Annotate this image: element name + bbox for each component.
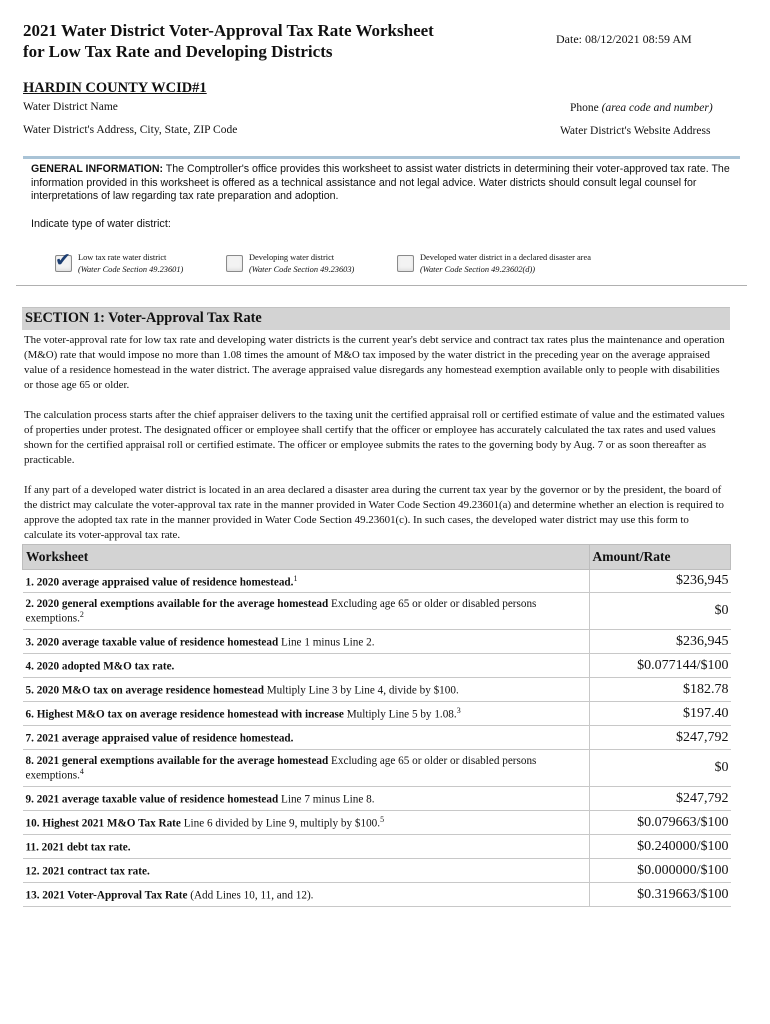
worksheet-header-row: [23, 545, 731, 570]
title-line-1: 2021 Water District Voter-Approval Tax Rate Worksheet: [23, 21, 434, 40]
line-title: 5. 2020 M&O tax on average residence homestead: [25, 684, 264, 697]
option-label: Low tax rate water district: [78, 253, 167, 262]
line-instruction: Line 7 minus Line 8.: [278, 793, 375, 806]
address-label: Water District's Address, City, State, ZIP Code: [23, 124, 238, 136]
worksheet-line-description: [23, 726, 590, 750]
line-title: 7. 2021 average appraised value of residence homestead.: [25, 732, 294, 745]
table-row: [23, 630, 731, 654]
low-tax-rate-checkbox[interactable]: [55, 249, 72, 272]
worksheet-line-description: [23, 630, 590, 654]
developing-district-checkbox[interactable]: [226, 255, 243, 272]
worksheet-line-description: [23, 678, 590, 702]
worksheet-body: [23, 570, 731, 907]
option-ref: (Water Code Section 49.23601): [78, 265, 184, 275]
worksheet-line-description: [23, 787, 590, 811]
table-row: [23, 570, 731, 593]
line-title: 1. 2020 average appraised value of residence homestead.: [25, 576, 294, 589]
table-row: [23, 593, 731, 630]
section-1-title: SECTION 1: Voter-Approval Tax Rate: [25, 310, 262, 326]
line-instruction: (Add Lines 10, 11, and 12).: [187, 889, 314, 902]
table-row: [23, 654, 731, 678]
section-1-paragraph-2: The calculation process starts after the chief appraiser delivers to the taxing unit the certified appraisal roll or certified estimate of value and the estimated values of properties under protest. The designated officer or employee shall certify that the officer or employee has accurately calculated the tax rates and used values shown for the certified appraisal roll or certified estimate. The officer or employee submits the rates to the governing body by Aug. 7 or as soon thereafter as practicable.: [24, 409, 725, 466]
worksheet-line-amount: $0.079663/$100: [589, 811, 731, 835]
line-instruction: Line 1 minus Line 2.: [278, 636, 375, 649]
district-name: HARDIN COUNTY WCID#1: [23, 80, 207, 96]
line-title: 3. 2020 average taxable value of residence homestead: [25, 636, 279, 649]
line-title: 11. 2021 debt tax rate.: [25, 841, 131, 854]
worksheet-line-amount: $0.319663/$100: [589, 883, 731, 907]
table-row: [23, 726, 731, 750]
line-title: 8. 2021 general exemptions available for the average homestead: [25, 754, 329, 767]
table-row: [23, 811, 731, 835]
worksheet-line-description: [23, 883, 590, 907]
worksheet-line-description: [23, 702, 590, 726]
report-date: Date: 08/12/2021 08:59 AM: [556, 32, 692, 46]
worksheet-line-amount: $0: [589, 750, 731, 787]
footnote-marker: 1: [293, 573, 298, 583]
table-row: [23, 883, 731, 907]
line-instruction: Line 6 divided by Line 9, multiply by $100.: [180, 817, 381, 830]
table-row: [23, 859, 731, 883]
worksheet-line-amount: $0.077144/$100: [589, 654, 731, 678]
table-row: [23, 702, 731, 726]
option-ref: (Water Code Section 49.23603): [249, 265, 355, 275]
developed-disaster-option: [420, 252, 591, 277]
worksheet-line-amount: $0: [589, 593, 731, 630]
developed-disaster-checkbox[interactable]: [397, 255, 414, 272]
line-title: 13. 2021 Voter-Approval Tax Rate: [25, 889, 188, 902]
table-row: [23, 678, 731, 702]
district-name-label: Water District Name: [23, 101, 118, 113]
footnote-marker: 5: [380, 815, 385, 825]
line-instruction: Multiply Line 5 by 1.08.: [343, 708, 457, 721]
developing-district-option: [249, 252, 354, 277]
option-label: Developed water district in a declared disaster area: [420, 253, 591, 262]
worksheet-column-header: Worksheet: [23, 545, 590, 570]
worksheet-line-description: [23, 593, 590, 630]
general-information: [31, 163, 736, 204]
worksheet-line-amount: $236,945: [589, 570, 731, 593]
line-instruction: Multiply Line 3 by Line 4, divide by $100.: [263, 684, 459, 697]
table-row: [23, 835, 731, 859]
low-tax-rate-option: [78, 252, 183, 277]
worksheet-line-amount: $247,792: [589, 726, 731, 750]
worksheet-line-amount: $0.000000/$100: [589, 859, 731, 883]
line-title: 2. 2020 general exemptions available for the average homestead: [25, 597, 329, 610]
general-information-heading: GENERAL INFORMATION:: [31, 163, 164, 175]
worksheet-table: [22, 544, 731, 907]
general-information-text: The Comptroller's office provides this worksheet to assist water districts in determining their voter-approved tax rate. The information provided in this worksheet is offered as a technical assistance and not legal advice. Water districts should consult legal counsel for interpretations of law regarding tax rate preparation and adoption.: [31, 163, 730, 203]
line-instruction: Excluding age 65 or older or disabled persons exemptions.: [25, 754, 537, 782]
option-ref: (Water Code Section 49.23602(d)): [420, 265, 536, 275]
checkmark-icon: ✔: [55, 249, 71, 271]
worksheet-line-amount: $247,792: [589, 787, 731, 811]
page-title: [23, 20, 483, 62]
worksheet-line-amount: $236,945: [589, 630, 731, 654]
footnote-marker: 3: [456, 706, 461, 716]
footnote-marker: 4: [79, 766, 84, 776]
section-1-paragraph-1: The voter-approval rate for low tax rate and developing water districts is the current year's debt service and contract tax rates plus the maintenance and operation (M&O) rate that would impose no more than 1.08 times the amount of M&O tax imposed by the water district in the preceding year on the average appraised value of a residence homestead in the water district. The average appraised value disregards any homestead exemption available only to people with disabilities or those age 65 or older.: [24, 334, 725, 391]
line-title: 10. Highest 2021 M&O Tax Rate: [25, 817, 181, 830]
phone-label-text: Phone: [570, 102, 599, 114]
section-1-header: [22, 307, 730, 330]
worksheet-line-description: [23, 654, 590, 678]
line-title: 9. 2021 average taxable value of residence homestead: [25, 793, 279, 806]
worksheet-line-amount: $0.240000/$100: [589, 835, 731, 859]
worksheet-line-amount: $197.40: [589, 702, 731, 726]
worksheet-line-amount: $182.78: [589, 678, 731, 702]
worksheet-line-description: [23, 859, 590, 883]
line-title: 4. 2020 adopted M&O tax rate.: [25, 660, 175, 673]
amount-column-header: Amount/Rate: [589, 545, 731, 570]
line-title: 6. Highest M&O tax on average residence homestead with increase: [25, 708, 344, 721]
table-row: [23, 750, 731, 787]
district-type-prompt: Indicate type of water district:: [31, 218, 171, 230]
header-divider: [23, 156, 740, 159]
section-divider: [16, 285, 747, 286]
worksheet-line-description: [23, 811, 590, 835]
section-1-paragraph-3: If any part of a developed water district is located in an area declared a disaster area during the current tax year by the governor or by the president, the board of the district may calculate the voter-approval tax rate in the manner provided in Water Code Section 49.23601(a) and determine whether an election is required to approve the adopted tax rate in the manner provided in Water Code Section 49.23601(c). In such cases, the developed water district may use this form to calculate its voter-approval tax rate.: [24, 484, 724, 541]
worksheet-line-description: [23, 750, 590, 787]
worksheet-line-description: [23, 570, 590, 593]
option-label: Developing water district: [249, 253, 335, 262]
table-row: [23, 787, 731, 811]
phone-hint: (area code and number): [601, 102, 713, 114]
website-label: Water District's Website Address: [560, 125, 711, 137]
line-instruction: Excluding age 65 or older or disabled persons exemptions.: [25, 597, 537, 625]
phone-label: [570, 102, 713, 114]
title-line-2: for Low Tax Rate and Developing Districts: [23, 42, 333, 61]
worksheet-line-description: [23, 835, 590, 859]
footnote-marker: 2: [79, 609, 84, 619]
line-title: 12. 2021 contract tax rate.: [25, 865, 150, 878]
